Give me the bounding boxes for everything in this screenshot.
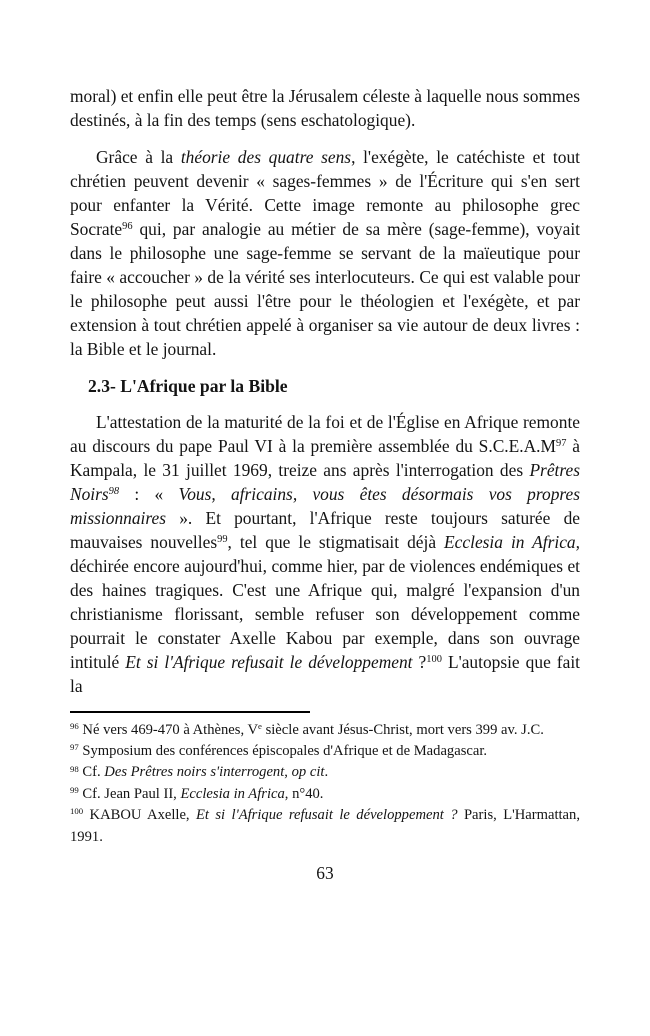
paragraph	[70, 145, 580, 361]
text-run: Ecclesia in Africa,	[444, 532, 580, 552]
footnote-number: 96	[70, 720, 79, 731]
text-run: , l'exégète, le catéchiste et tout chrétien peuvent devenir « sages-femmes » de l'Écriture qui s'en sert pour enfanter la Vérité. Cette image remonte au philosophe grec Socrate	[70, 147, 580, 239]
footnote-ref: 98	[108, 486, 120, 498]
text-run: Et si l'Afrique refusait le développement	[125, 652, 413, 672]
text-run: Vous, africains, vous êtes désormais vos propres missionnaires	[70, 484, 580, 528]
footnote-item	[70, 762, 580, 783]
footnote-ref: 100	[426, 654, 442, 666]
text-run: Cf. Jean Paul II,	[78, 785, 181, 802]
text-run: siècle avant Jésus-Christ, mort vers 399 av. J.C.	[261, 721, 544, 738]
text-run: Symposium des conférences épiscopales d'Afrique et de Madagascar.	[78, 743, 488, 759]
text-run: à Kampala, le 31 juillet 1969, treize ans après l'interrogation des	[70, 436, 580, 480]
paragraph	[70, 410, 580, 698]
footnote-separator	[70, 711, 310, 713]
footnote-ref: 97	[555, 438, 567, 450]
footnote-text	[79, 786, 324, 802]
text-run: théorie des quatre sens	[180, 147, 352, 167]
text-run: KABOU Axelle,	[83, 807, 196, 824]
text-run: .	[324, 764, 329, 781]
footnote-item	[70, 805, 580, 848]
text-run: déchirée encore aujourd'hui, comme hier, par de violences endémiques et des haines tragiques. C'est une Afrique qui, malgré l'expansion d'un christianisme florissant, semble refuser son développement comme pourrait le constater Axelle Kabou par exemple, dans son ouvrage intitulé	[70, 556, 580, 672]
footnote-text	[79, 764, 328, 780]
text-run: L'autopsie que fait la	[70, 652, 580, 696]
footnote-number: 98	[70, 763, 79, 774]
text-run: : «	[119, 484, 179, 504]
page-number: 63	[316, 863, 334, 884]
footnote-item	[70, 784, 580, 805]
footnotes-section	[70, 711, 580, 848]
text-run: op cit	[291, 764, 325, 781]
text-run: , tel que le stigmatisait déjà	[227, 532, 445, 552]
footnote-ref: e	[258, 720, 262, 731]
text-run: ,	[284, 764, 292, 781]
text-run: Prêtres Noirs	[70, 460, 580, 504]
text-run: Des Prêtres noirs s'interrogent	[104, 764, 285, 781]
text-run: Et si l'Afrique refusait le développement ?	[196, 807, 458, 824]
footnote-item	[70, 720, 580, 741]
footnote-number: 99	[70, 785, 79, 795]
text-run: Ecclesia in Africa	[180, 785, 285, 802]
section-heading: 2.3- L'Afrique par la Bible	[88, 376, 288, 396]
text-run: ». Et pourtant, l'Afrique reste toujours saturée de mauvaises nouvelles	[70, 508, 580, 552]
text-run: L'attestation de la maturité de la foi et de l'Église en Afrique remonte au discours du pape Paul VI à la première assemblée du S.C.E.A.M	[70, 412, 580, 456]
text-run: , n°40.	[284, 785, 324, 802]
paragraph	[70, 84, 580, 132]
text-run: moral) et enfin elle peut être la Jérusalem céleste à laquelle nous sommes destinés, à la fin des temps (sens eschatologique).	[70, 86, 580, 130]
footnote-item	[70, 741, 580, 762]
text-run: ?	[412, 652, 427, 672]
footnote-text	[79, 743, 487, 759]
text-run: Paris, L'Harmattan, 1991.	[70, 807, 580, 845]
footnote-ref: 99	[217, 534, 228, 546]
footnote-ref: 96	[122, 221, 133, 233]
footnote-number: 100	[70, 806, 84, 817]
text-run: Grâce à la	[96, 147, 181, 167]
text-run: Né vers 469-470 à Athènes, V	[78, 721, 259, 738]
footnote-number: 97	[70, 742, 79, 753]
footnote-text	[70, 807, 580, 844]
text-run: qui, par analogie au métier de sa mère (sage-femme), voyait dans le philosophe une sage-femme se servant de la maïeutique pour faire « accoucher » de la vérité ses interlocuteurs. Ce qui est valable pour le philosophe peut aussi l'être pour le théologien et l'exégète, et par extension à tout chrétien appelé à organiser sa vie autour de deux livres : la Bible et le journal.	[70, 219, 580, 359]
page-body	[70, 84, 580, 698]
footnote-text	[79, 722, 544, 738]
text-run: Cf.	[78, 764, 105, 781]
